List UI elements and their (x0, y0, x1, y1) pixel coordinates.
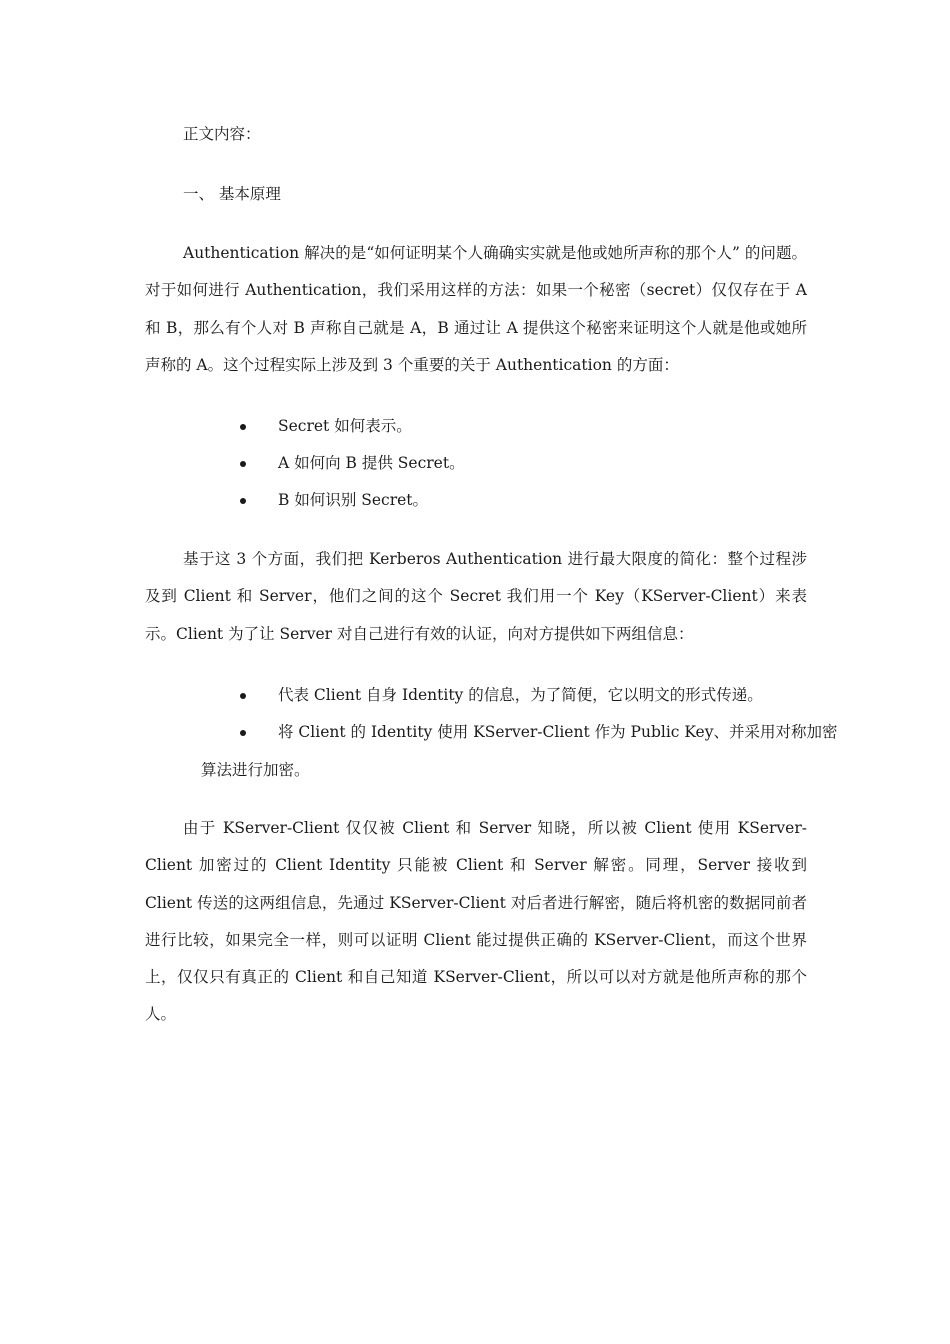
bullet-icon (240, 461, 246, 467)
paragraph-1: Authentication 解决的是“如何证明某个人确确实实就是他或她所声称的那个人” 的问题。对于如何进行 Authentication，我们采用这样的方法：如果一个秘密（secret）仅仅存在于 A 和 B，那么有个人对 B 声称自己就是 A，B 通过让 A 提供这个秘密来证明这个人就是他或她所声称的 A。这个过程实际上涉及到 3 个重要的关于 Authentication 的方面： (145, 244, 807, 374)
heading-label: 正文内容： (183, 125, 261, 143)
list-item-continuation: 算法进行加密。 (201, 761, 310, 779)
bullet-icon (240, 498, 246, 504)
list-item-text: A 如何向 B 提供 Secret。 (278, 454, 465, 472)
bullet-icon (240, 424, 246, 430)
paragraph-2: 基于这 3 个方面，我们把 Kerberos Authentication 进行最大限度的简化：整个过程涉及到 Client 和 Server，他们之间的这个 Secret 我们用一个 Key（KServer-Client）来表示。Client 为了让 Server 对自己进行有效的认证，向对方提供如下两组信息： (145, 550, 807, 643)
paragraph-3: 由于 KServer-Client 仅仅被 Client 和 Server 知晓，所以被 Client 使用 KServer-Client 加密过的 Client Identity 只能被 Client 和 Server 解密。同理，Server 接收到 Client 传送的这两组信息，先通过 KServer-Client 对后者进行解密，随后将机密的数据同前者进行比较，如果完全一样，则可以证明 Client 能过提供正确的 KServer-Client，而这个世界上，仅仅只有真正的 Client 和自己知道 KServer-Client，所以可以对方就是他所声称的那个人。 (145, 819, 807, 1024)
list-item-text: Secret 如何表示。 (278, 417, 412, 435)
section-title: 一、 基本原理 (183, 185, 281, 203)
list-item-text: 代表 Client 自身 Identity 的信息，为了简便，它以明文的形式传递。 (278, 686, 763, 704)
list-item-text: 将 Client 的 Identity 使用 KServer-Client 作为 Public Key、并采用对称加密 (278, 723, 838, 741)
bullet-icon (240, 730, 246, 736)
list-item-text: B 如何识别 Secret。 (278, 491, 429, 509)
bullet-icon (240, 693, 246, 699)
